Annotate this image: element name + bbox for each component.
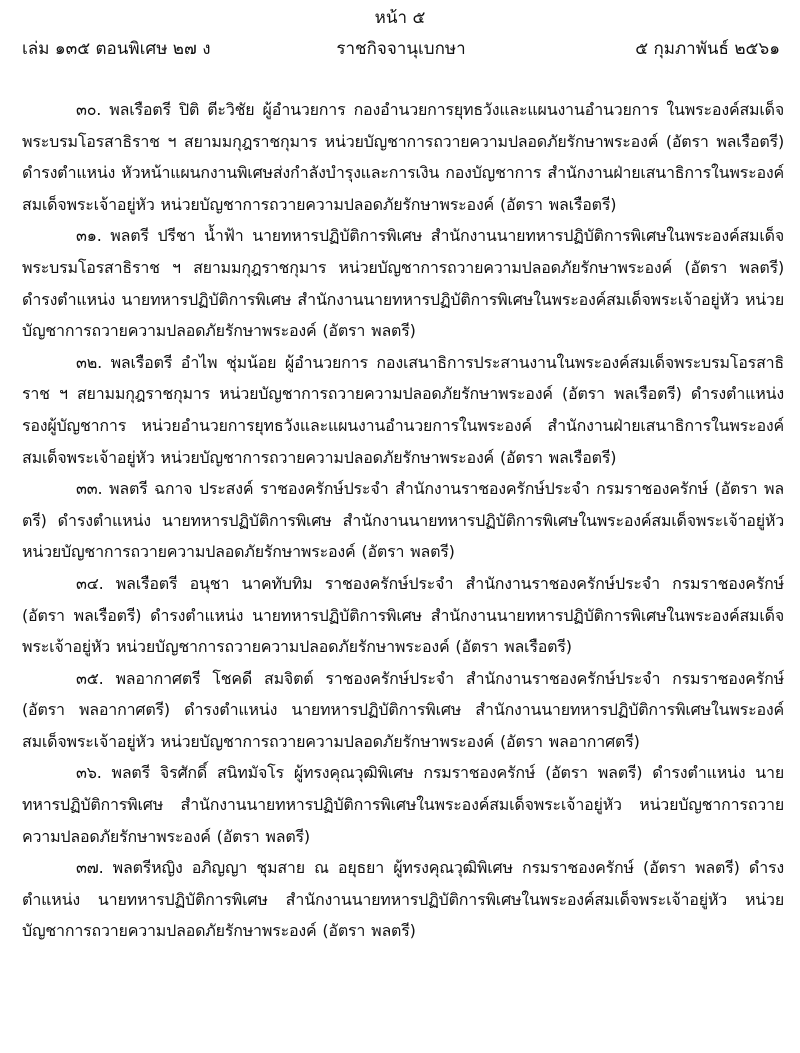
entry-paragraph: ๓๔. พลเรือตรี อนุชา นาคทับทิม ราชองครักษ์ประจำ สำนักงานราชองครักษ์ประจำ กรมราชองครักษ์ (อัตรา พลเรือตรี) ดำรงตำแหน่ง นายทหารปฏิบัติการพิเศษ สำนักงานนายทหารปฏิบัติการพิเศษในพระองค์สมเด็จพระเจ้าอยู่หัว หน่วยบัญชาการถวายความปลอดภัยรักษาพระองค์ (อัตรา พลเรือตรี) bbox=[22, 573, 784, 657]
entry-paragraph: ๓๐. พลเรือตรี ปิติ ตีะวิชัย ผู้อำนวยการ กองอำนวยการยุทธวังและแผนงานอำนวยการ ในพระองค์สมเด็จพระบรมโอรสาธิราช ฯ สยามมกุฎราชกุมาร หน่วยบัญชาการถวายความปลอดภัยรักษาพระองค์ (อัตรา พลเรือตรี) ดำรงตำแหน่ง หัวหน้าแผนกงานพิเศษส่งกำลังบำรุงและการเงิน กองบัญชาการ สำนักงานฝ่ายเสนาธิการในพระองค์สมเด็จพระเจ้าอยู่หัว หน่วยบัญชาการถวายความปลอดภัยรักษาพระองค์ (อัตรา พลเรือตรี) bbox=[22, 100, 784, 214]
gazette-header bbox=[22, 36, 780, 62]
entry-paragraph: ๓๕. พลอากาศตรี โชคดี สมจิตต์ ราชองครักษ์ประจำ สำนักงานราชองครักษ์ประจำ กรมราชองครักษ์ (อัตรา พลอากาศตรี) ดำรงตำแหน่ง นายทหารปฏิบัติการพิเศษ สำนักงานนายทหารปฏิบัติการพิเศษในพระองค์สมเด็จพระเจ้าอยู่หัว หน่วยบัญชาการถวายความปลอดภัยรักษาพระองค์ (อัตรา พลอากาศตรี) bbox=[22, 668, 784, 751]
publication-date: ๕ กุมภาพันธ์ ๒๕๖๑ bbox=[635, 39, 780, 59]
entry-paragraph: ๓๗. พลตรีหญิง อภิญญา ชุมสาย ณ อยุธยา ผู้ทรงคุณวุฒิพิเศษ กรมราชองครักษ์ (อัตรา พลตรี) ดำรงตำแหน่ง นายทหารปฏิบัติการพิเศษ สำนักงานนายทหารปฏิบัติการพิเศษในพระองค์สมเด็จพระเจ้าอยู่หัว หน่วยบัญชาการถวายความปลอดภัยรักษาพระองค์ (อัตรา พลตรี) bbox=[22, 858, 784, 941]
volume-info: เล่ม ๑๓๕ ตอนพิเศษ ๒๗ ง bbox=[22, 39, 211, 59]
entry-paragraph: ๓๑. พลตรี ปรีชา น้ำฟ้า นายทหารปฏิบัติการพิเศษ สำนักงานนายทหารปฏิบัติการพิเศษในพระองค์สมเด็จพระบรมโอรสาธิราช ฯ สยามมกุฎราชกุมาร หน่วยบัญชาการถวายความปลอดภัยรักษาพระองค์ (อัตรา พลตรี) ดำรงตำแหน่ง นายทหารปฏิบัติการพิเศษ สำนักงานนายทหารปฏิบัติการพิเศษในพระองค์สมเด็จพระเจ้าอยู่หัว หน่วยบัญชาการถวายความปลอดภัยรักษาพระองค์ (อัตรา พลตรี) bbox=[22, 226, 784, 341]
publication-title: ราชกิจจานุเบกษา bbox=[336, 39, 466, 59]
entry-paragraph: ๓๖. พลตรี จิรศักดิ์ สนิทมัจโร ผู้ทรงคุณวุฒิพิเศษ กรมราชองครักษ์ (อัตรา พลตรี) ดำรงตำแหน่ง นายทหารปฏิบัติการพิเศษ สำนักงานนายทหารปฏิบัติการพิเศษในพระองค์สมเด็จพระเจ้าอยู่หัว หน่วยบัญชาการถวายความปลอดภัยรักษาพระองค์ (อัตรา พลตรี) bbox=[22, 763, 784, 846]
document-body bbox=[22, 94, 784, 947]
entry-paragraph: ๓๒. พลเรือตรี อำไพ ชุ่มน้อย ผู้อำนวยการ กองเสนาธิการประสานงานในพระองค์สมเด็จพระบรมโอรสาธิราช ฯ สยามมกุฎราชกุมาร หน่วยบัญชาการถวายความปลอดภัยรักษาพระองค์ (อัตรา พลเรือตรี) ดำรงตำแหน่ง รองผู้บัญชาการ หน่วยอำนวยการยุทธวังและแผนงานอำนวยการในพระองค์ สำนักงานฝ่ายเสนาธิการในพระองค์สมเด็จพระเจ้าอยู่หัว หน่วยบัญชาการถวายความปลอดภัยรักษาพระองค์ (อัตรา พลเรือตรี) bbox=[22, 352, 784, 467]
page-number: หน้า ๕ bbox=[374, 8, 426, 28]
entry-paragraph: ๓๓. พลตรี ฉกาจ ประสงค์ ราชองครักษ์ประจำ สำนักงานราชองครักษ์ประจำ กรมราชองครักษ์ (อัตรา พลตรี) ดำรงตำแหน่ง นายทหารปฏิบัติการพิเศษ สำนักงานนายทหารปฏิบัติการพิเศษในพระองค์สมเด็จพระเจ้าอยู่หัว หน่วยบัญชาการถวายความปลอดภัยรักษาพระองค์ (อัตรา พลตรี) bbox=[22, 479, 784, 562]
